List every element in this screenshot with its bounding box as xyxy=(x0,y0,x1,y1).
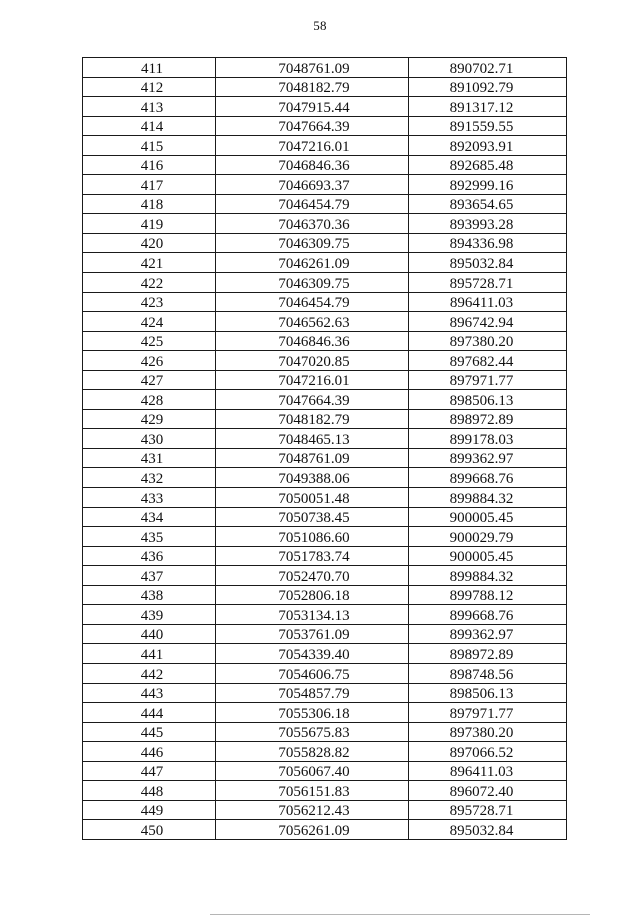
table-row xyxy=(83,233,567,253)
x-coordinate-cell: 7053134.13 xyxy=(216,605,409,625)
y-coordinate-cell: 899668.76 xyxy=(409,605,567,625)
y-coordinate-cell: 891092.79 xyxy=(409,77,567,97)
x-coordinate-cell: 7055306.18 xyxy=(216,703,409,723)
x-coordinate-cell: 7051783.74 xyxy=(216,546,409,566)
point-number-cell: 443 xyxy=(83,683,216,703)
point-number-cell: 444 xyxy=(83,703,216,723)
y-coordinate-cell: 898506.13 xyxy=(409,683,567,703)
point-number-cell: 439 xyxy=(83,605,216,625)
x-coordinate-cell: 7046309.75 xyxy=(216,233,409,253)
point-number-cell: 434 xyxy=(83,507,216,527)
y-coordinate-cell: 895032.84 xyxy=(409,820,567,840)
point-number-cell: 429 xyxy=(83,409,216,429)
table-row xyxy=(83,683,567,703)
table-row xyxy=(83,97,567,117)
y-coordinate-cell: 897380.20 xyxy=(409,722,567,742)
point-number-cell: 438 xyxy=(83,585,216,605)
table-row xyxy=(83,663,567,683)
table-row xyxy=(83,644,567,664)
x-coordinate-cell: 7047664.39 xyxy=(216,390,409,410)
table-row xyxy=(83,722,567,742)
point-number-cell: 417 xyxy=(83,175,216,195)
table-row xyxy=(83,273,567,293)
table-row xyxy=(83,116,567,136)
table-row xyxy=(83,77,567,97)
point-number-cell: 450 xyxy=(83,820,216,840)
point-number-cell: 424 xyxy=(83,312,216,332)
y-coordinate-cell: 893993.28 xyxy=(409,214,567,234)
y-coordinate-cell: 899788.12 xyxy=(409,585,567,605)
point-number-cell: 427 xyxy=(83,370,216,390)
x-coordinate-cell: 7049388.06 xyxy=(216,468,409,488)
point-number-cell: 448 xyxy=(83,781,216,801)
y-coordinate-cell: 896742.94 xyxy=(409,312,567,332)
point-number-cell: 423 xyxy=(83,292,216,312)
point-number-cell: 430 xyxy=(83,429,216,449)
x-coordinate-cell: 7056151.83 xyxy=(216,781,409,801)
table-row xyxy=(83,546,567,566)
page-number: 58 xyxy=(313,18,327,33)
point-number-cell: 413 xyxy=(83,97,216,117)
point-number-cell: 416 xyxy=(83,155,216,175)
point-number-cell: 414 xyxy=(83,116,216,136)
x-coordinate-cell: 7050738.45 xyxy=(216,507,409,527)
y-coordinate-cell: 899884.32 xyxy=(409,488,567,508)
x-coordinate-cell: 7056067.40 xyxy=(216,761,409,781)
x-coordinate-cell: 7050051.48 xyxy=(216,488,409,508)
y-coordinate-cell: 897971.77 xyxy=(409,703,567,723)
table-row xyxy=(83,351,567,371)
point-number-cell: 433 xyxy=(83,488,216,508)
x-coordinate-cell: 7053761.09 xyxy=(216,624,409,644)
x-coordinate-cell: 7046370.36 xyxy=(216,214,409,234)
table-row xyxy=(83,624,567,644)
table-row xyxy=(83,585,567,605)
point-number-cell: 442 xyxy=(83,663,216,683)
x-coordinate-cell: 7052470.70 xyxy=(216,566,409,586)
y-coordinate-cell: 894336.98 xyxy=(409,233,567,253)
y-coordinate-cell: 895728.71 xyxy=(409,800,567,820)
y-coordinate-cell: 896072.40 xyxy=(409,781,567,801)
x-coordinate-cell: 7054606.75 xyxy=(216,663,409,683)
x-coordinate-cell: 7048182.79 xyxy=(216,77,409,97)
x-coordinate-cell: 7054857.79 xyxy=(216,683,409,703)
y-coordinate-cell: 896411.03 xyxy=(409,292,567,312)
y-coordinate-cell: 890702.71 xyxy=(409,58,567,78)
table-row xyxy=(83,312,567,332)
table-row xyxy=(83,507,567,527)
y-coordinate-cell: 900005.45 xyxy=(409,546,567,566)
y-coordinate-cell: 897380.20 xyxy=(409,331,567,351)
x-coordinate-cell: 7046454.79 xyxy=(216,292,409,312)
y-coordinate-cell: 892999.16 xyxy=(409,175,567,195)
y-coordinate-cell: 898972.89 xyxy=(409,409,567,429)
table-row xyxy=(83,390,567,410)
point-number-cell: 437 xyxy=(83,566,216,586)
table-row xyxy=(83,761,567,781)
x-coordinate-cell: 7046846.36 xyxy=(216,155,409,175)
table-row xyxy=(83,820,567,840)
table-row xyxy=(83,742,567,762)
x-coordinate-cell: 7048761.09 xyxy=(216,448,409,468)
coordinates-table xyxy=(82,57,567,840)
x-coordinate-cell: 7046562.63 xyxy=(216,312,409,332)
y-coordinate-cell: 892093.91 xyxy=(409,136,567,156)
y-coordinate-cell: 893654.65 xyxy=(409,194,567,214)
table-row xyxy=(83,781,567,801)
y-coordinate-cell: 897971.77 xyxy=(409,370,567,390)
point-number-cell: 425 xyxy=(83,331,216,351)
point-number-cell: 419 xyxy=(83,214,216,234)
x-coordinate-cell: 7046309.75 xyxy=(216,273,409,293)
x-coordinate-cell: 7056212.43 xyxy=(216,800,409,820)
y-coordinate-cell: 898972.89 xyxy=(409,644,567,664)
point-number-cell: 436 xyxy=(83,546,216,566)
x-coordinate-cell: 7046846.36 xyxy=(216,331,409,351)
point-number-cell: 435 xyxy=(83,527,216,547)
table-row xyxy=(83,468,567,488)
x-coordinate-cell: 7048465.13 xyxy=(216,429,409,449)
point-number-cell: 432 xyxy=(83,468,216,488)
y-coordinate-cell: 900029.79 xyxy=(409,527,567,547)
point-number-cell: 412 xyxy=(83,77,216,97)
x-coordinate-cell: 7047664.39 xyxy=(216,116,409,136)
point-number-cell: 426 xyxy=(83,351,216,371)
y-coordinate-cell: 895728.71 xyxy=(409,273,567,293)
table-row xyxy=(83,331,567,351)
table-row xyxy=(83,800,567,820)
x-coordinate-cell: 7054339.40 xyxy=(216,644,409,664)
x-coordinate-cell: 7047216.01 xyxy=(216,370,409,390)
point-number-cell: 447 xyxy=(83,761,216,781)
point-number-cell: 415 xyxy=(83,136,216,156)
x-coordinate-cell: 7051086.60 xyxy=(216,527,409,547)
point-number-cell: 420 xyxy=(83,233,216,253)
table-row xyxy=(83,488,567,508)
table-row xyxy=(83,253,567,273)
y-coordinate-cell: 897682.44 xyxy=(409,351,567,371)
x-coordinate-cell: 7048761.09 xyxy=(216,58,409,78)
x-coordinate-cell: 7046693.37 xyxy=(216,175,409,195)
y-coordinate-cell: 899884.32 xyxy=(409,566,567,586)
table-row xyxy=(83,703,567,723)
x-coordinate-cell: 7056261.09 xyxy=(216,820,409,840)
point-number-cell: 411 xyxy=(83,58,216,78)
point-number-cell: 428 xyxy=(83,390,216,410)
point-number-cell: 431 xyxy=(83,448,216,468)
table-row xyxy=(83,429,567,449)
point-number-cell: 446 xyxy=(83,742,216,762)
y-coordinate-cell: 891559.55 xyxy=(409,116,567,136)
table-row xyxy=(83,370,567,390)
y-coordinate-cell: 895032.84 xyxy=(409,253,567,273)
point-number-cell: 422 xyxy=(83,273,216,293)
table-row xyxy=(83,448,567,468)
x-coordinate-cell: 7046454.79 xyxy=(216,194,409,214)
x-coordinate-cell: 7048182.79 xyxy=(216,409,409,429)
y-coordinate-cell: 900005.45 xyxy=(409,507,567,527)
table-row xyxy=(83,155,567,175)
point-number-cell: 440 xyxy=(83,624,216,644)
x-coordinate-cell: 7052806.18 xyxy=(216,585,409,605)
table-row xyxy=(83,58,567,78)
point-number-cell: 449 xyxy=(83,800,216,820)
x-coordinate-cell: 7047915.44 xyxy=(216,97,409,117)
x-coordinate-cell: 7047216.01 xyxy=(216,136,409,156)
table-row xyxy=(83,292,567,312)
point-number-cell: 418 xyxy=(83,194,216,214)
y-coordinate-cell: 899668.76 xyxy=(409,468,567,488)
table-row xyxy=(83,566,567,586)
point-number-cell: 445 xyxy=(83,722,216,742)
table-row xyxy=(83,409,567,429)
table-row xyxy=(83,605,567,625)
table-row xyxy=(83,175,567,195)
y-coordinate-cell: 898506.13 xyxy=(409,390,567,410)
x-coordinate-cell: 7055828.82 xyxy=(216,742,409,762)
y-coordinate-cell: 898748.56 xyxy=(409,663,567,683)
y-coordinate-cell: 899178.03 xyxy=(409,429,567,449)
y-coordinate-cell: 896411.03 xyxy=(409,761,567,781)
point-number-cell: 441 xyxy=(83,644,216,664)
y-coordinate-cell: 892685.48 xyxy=(409,155,567,175)
x-coordinate-cell: 7046261.09 xyxy=(216,253,409,273)
table-row xyxy=(83,194,567,214)
table-body xyxy=(83,58,567,840)
table-row xyxy=(83,527,567,547)
y-coordinate-cell: 897066.52 xyxy=(409,742,567,762)
y-coordinate-cell: 899362.97 xyxy=(409,448,567,468)
x-coordinate-cell: 7055675.83 xyxy=(216,722,409,742)
table-row xyxy=(83,136,567,156)
table-row xyxy=(83,214,567,234)
y-coordinate-cell: 891317.12 xyxy=(409,97,567,117)
x-coordinate-cell: 7047020.85 xyxy=(216,351,409,371)
page-edge-rule xyxy=(210,914,590,915)
y-coordinate-cell: 899362.97 xyxy=(409,624,567,644)
point-number-cell: 421 xyxy=(83,253,216,273)
